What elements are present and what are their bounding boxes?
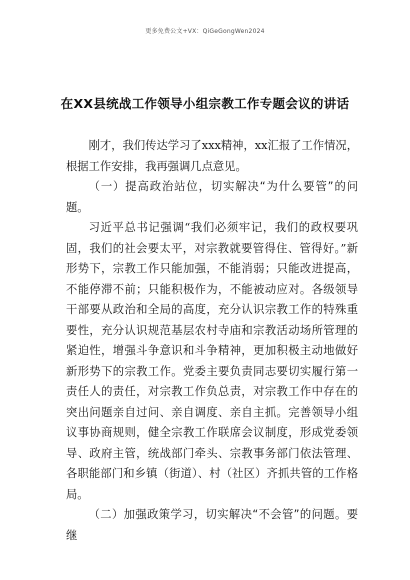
section-1-heading: （一）提高政治站位，切实解决“为什么要管”的问题。 (66, 180, 358, 214)
intro-paragraph: 刚才，我们传达学习了xxx精神，xx汇报了工作情况，根据工作安排，我再强调几点意见。 (66, 139, 358, 173)
document-title: 在XX县统战工作领导小组宗教工作专题会议的讲话 (60, 96, 350, 111)
section-2-heading: （二）加强政策学习，切实解决“不会管”的问题。要继 (66, 508, 358, 542)
watermark-text: 更多免费公文+VX：QiGeGongWen2024 (145, 28, 265, 35)
section-1-body: 习近平总书记强调“我们必须牢记，我们的政权要巩固，我们的社会要太平，对宗教就要管得住、管得好。”新形势下，宗教工作只能加强，不能消弱；只能改进提高，不能停滞不前；只能积极作为，不能被动应对。各级领导干部要从政治和全局的高度，充分认识宗教工作的特殊重要性，充分认识规范基层农村寺庙和宗教活动场所管理的紧迫性，增强斗争意识和斗争精神，更加积极主动地做好新形势下的宗教工作。党委主要负责同志要切实履行第一责任人的责任，对宗教工作负总责，对宗教工作中存在的突出问题亲自过问、亲自调度、亲自主抓。完善领导小组议事协商规则，健全宗教工作联席会议制度，形成党委领导、政府主管，统战部门牵头、宗教事务部门依法管理、各职能部门和乡镇（街道）、村（社区）齐抓共管的工作格局。 (66, 221, 358, 501)
document-body (66, 136, 358, 546)
